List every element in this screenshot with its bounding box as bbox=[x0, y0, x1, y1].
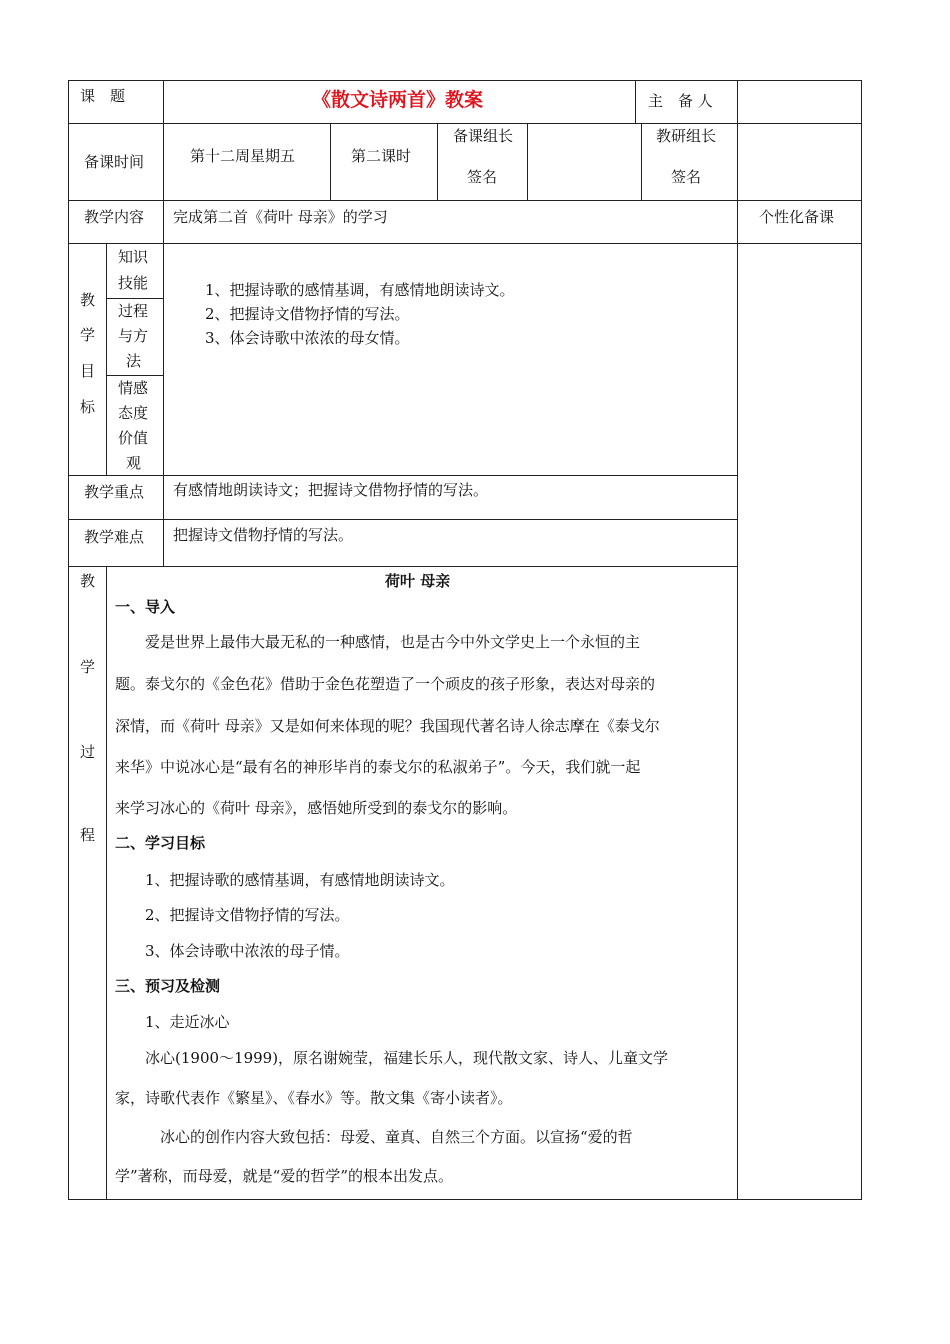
sub-label-knowledge: 知识 bbox=[118, 248, 149, 266]
sub-label-process: 过程 bbox=[118, 302, 149, 320]
process-char: 程 bbox=[80, 826, 96, 844]
content-value: 完成第二首《荷叶 母亲》的学习 bbox=[173, 208, 388, 226]
topic-label: 课 题 bbox=[80, 87, 126, 105]
objective-item: 3、体会诗歌中浓浓的母女情。 bbox=[205, 329, 410, 347]
page-title: 《散文诗两首》教案 bbox=[312, 89, 484, 111]
paragraph-line: 学”著称，而母爱，就是“爱的哲学”的根本出发点。 bbox=[115, 1167, 454, 1185]
objectives-char: 目 bbox=[80, 362, 96, 380]
objective-item: 2、把握诗文借物抒情的写法。 bbox=[205, 305, 410, 323]
lesson-number: 第二课时 bbox=[351, 147, 412, 165]
paragraph-line: 来华》中说冰心是“最有名的神形毕肖的泰戈尔的私淑弟子”。今天，我们就一起 bbox=[115, 758, 641, 776]
sub-label-process: 与方 bbox=[118, 327, 149, 345]
lesson-title: 荷叶 母亲 bbox=[385, 572, 451, 590]
paragraph-line: 爱是世界上最伟大最无私的一种感情，也是古今中外文学史上一个永恒的主 bbox=[115, 633, 641, 651]
sub-label-emotion: 态度 bbox=[118, 404, 149, 422]
paragraph-line: 题。泰戈尔的《金色花》借助于金色花塑造了一个顽皮的孩子形象，表达对母亲的 bbox=[115, 675, 656, 693]
section-heading: 二、学习目标 bbox=[115, 834, 206, 852]
sub-label-emotion: 情感 bbox=[118, 379, 149, 397]
objective-item: 3、体会诗歌中浓浓的母子情。 bbox=[115, 942, 350, 960]
objectives-char: 学 bbox=[80, 326, 96, 344]
paragraph-line: 冰心(1900～1999)，原名谢婉莹，福建长乐人，现代散文家、诗人、儿童文学 bbox=[115, 1049, 669, 1067]
prep-time-label: 备课时间 bbox=[84, 153, 145, 171]
content-label: 教学内容 bbox=[84, 208, 145, 226]
paragraph-line: 来学习冰心的《荷叶 母亲》，感悟她所受到的泰戈尔的影响。 bbox=[115, 799, 518, 817]
key-point-value: 有感情地朗读诗文；把握诗文借物抒情的写法。 bbox=[173, 481, 489, 499]
sub-label-emotion: 价值 bbox=[118, 429, 149, 447]
process-char: 过 bbox=[80, 743, 96, 761]
group-leader-sign-label: 签名 bbox=[467, 168, 498, 186]
sub-label-emotion: 观 bbox=[126, 454, 142, 472]
objectives-char: 标 bbox=[80, 398, 96, 416]
paragraph-line: 深情，而《荷叶 母亲》又是如何来体现的呢？我国现代著名诗人徐志摩在《泰戈尔 bbox=[115, 717, 660, 735]
section-heading: 一、导入 bbox=[115, 598, 176, 616]
group-leader-label: 备课组长 bbox=[453, 127, 514, 145]
research-leader-label: 教研组长 bbox=[656, 127, 717, 145]
research-leader-sign-label: 签名 bbox=[671, 168, 702, 186]
objectives-char: 教 bbox=[80, 291, 96, 309]
objective-item: 1、把握诗歌的感情基调，有感情地朗读诗文。 bbox=[205, 281, 515, 299]
paragraph-line: 家，诗歌代表作《繁星》、《春水》等。散文集《寄小读者》。 bbox=[115, 1089, 513, 1107]
process-char: 学 bbox=[80, 658, 96, 676]
personal-prep-label: 个性化备课 bbox=[759, 208, 835, 226]
difficulty-value: 把握诗文借物抒情的写法。 bbox=[173, 526, 354, 544]
key-point-label: 教学重点 bbox=[84, 483, 145, 501]
paragraph-line: 1、走近冰心 bbox=[115, 1013, 230, 1031]
sub-label-knowledge: 技能 bbox=[118, 274, 149, 292]
preparer-label: 主 备 人 bbox=[648, 92, 713, 110]
prep-time-value: 第十二周星期五 bbox=[190, 147, 296, 165]
section-heading: 三、预习及检测 bbox=[115, 977, 221, 995]
process-char: 教 bbox=[80, 572, 96, 590]
paragraph-line: 冰心的创作内容大致包括：母爱、童真、自然三个方面。以宣扬“爱的哲 bbox=[115, 1128, 633, 1146]
difficulty-label: 教学难点 bbox=[84, 528, 145, 546]
objective-item: 2、把握诗文借物抒情的写法。 bbox=[115, 906, 350, 924]
objective-item: 1、把握诗歌的感情基调，有感情地朗读诗文。 bbox=[115, 871, 455, 889]
sub-label-process: 法 bbox=[126, 352, 142, 370]
